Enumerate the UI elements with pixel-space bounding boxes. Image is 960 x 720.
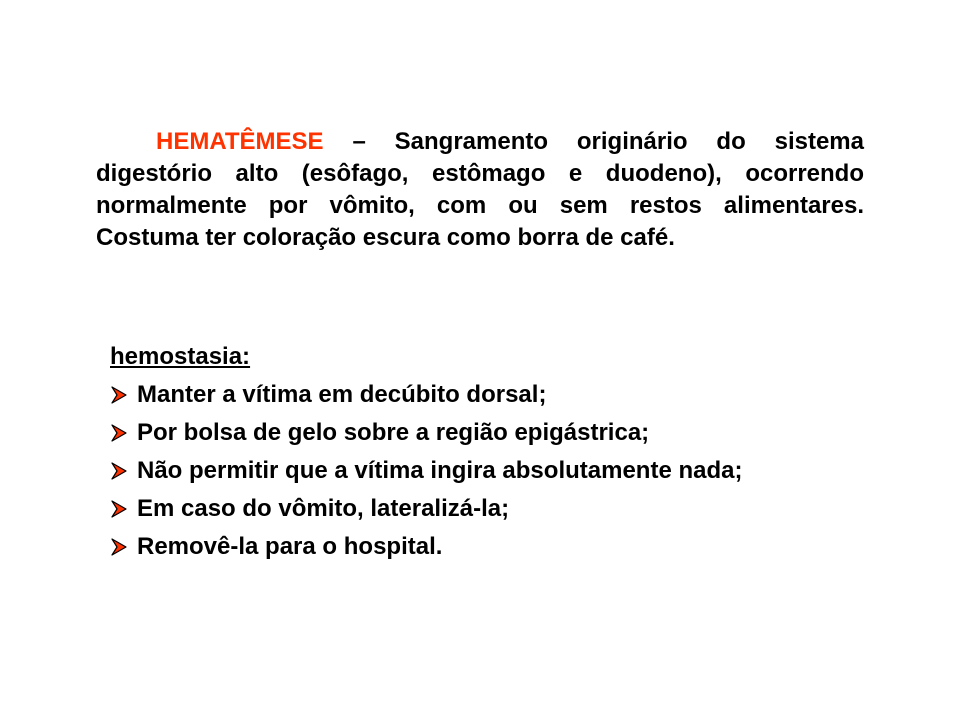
- procedure-section: [110, 340, 870, 566]
- procedure-title: hemostasia:: [110, 343, 251, 370]
- definition-text: – Sangramento originário do sistema digestório alto (esôfago, estômago e duodeno), ocorrendo normalmente por vômito, com ou sem restos alimentares. Costuma ter coloração escura como borra de café.: [96, 128, 864, 251]
- arrow-bullet-icon: [110, 386, 137, 404]
- procedure-step: [110, 376, 870, 414]
- arrow-bullet-icon: [110, 500, 137, 518]
- procedure-step-text: Por bolsa de gelo sobre a região epigástrica;: [137, 419, 650, 446]
- procedure-step: [110, 452, 870, 490]
- arrow-bullet-icon: [110, 538, 137, 556]
- arrow-bullet-icon: [110, 424, 137, 442]
- arrow-bullet-icon: [110, 462, 137, 480]
- definition-paragraph: [96, 126, 864, 254]
- definition-term: HEMATÊMESE: [156, 128, 324, 155]
- procedure-step-text: Manter a vítima em decúbito dorsal;: [137, 381, 547, 408]
- procedure-steps: [110, 376, 870, 566]
- procedure-step: [110, 414, 870, 452]
- procedure-step: [110, 528, 870, 566]
- procedure-step: [110, 490, 870, 528]
- procedure-step-text: Em caso do vômito, lateralizá-la;: [137, 495, 510, 522]
- procedure-step-text: Removê-la para o hospital.: [137, 533, 443, 560]
- procedure-step-text: Não permitir que a vítima ingira absolutamente nada;: [137, 457, 743, 484]
